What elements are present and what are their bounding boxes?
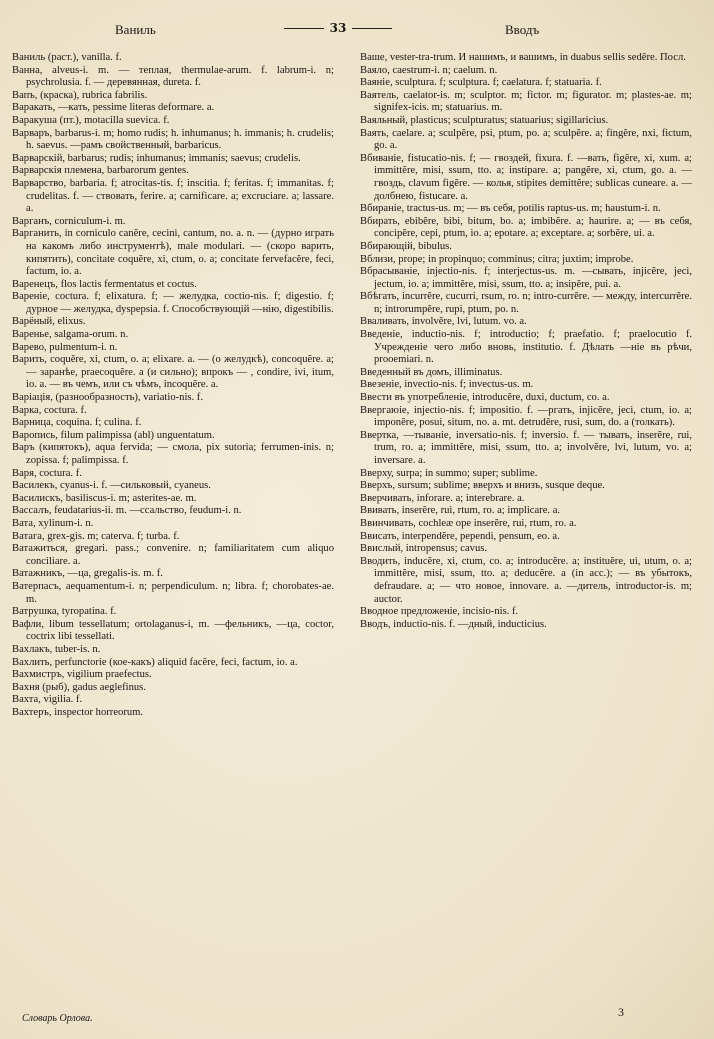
- dictionary-entry: Вахлакъ, tuber-is. n.: [12, 643, 101, 655]
- dictionary-entry: Ввергаюіе, injectio-nis. f; impositio. f. —ргать, injicĕre, jeci, ctum, io. a; imponĕre, posui, situm, no. a. mt. detrudĕre, rusi, sum, do. a (толкать).: [360, 404, 692, 429]
- dictionary-entry: Варварскій, barbarus; rudis; inhumanus; immanis; saevus; crudelis.: [12, 152, 301, 164]
- dictionary-entry: Варево, pulmentum-i. n.: [12, 341, 118, 353]
- dictionary-entry: Вводить, inducĕre, xi, ctum, co. a; introducĕre. a; instituĕre, ui, utum, o. a; immittĕre, misi, ssum, tto. a; deducĕre. a (in acc.); — въ убытокъ, defraudare. a; — что новое, innovare. a. —дитель, introductor-is. m; auctor.: [360, 555, 692, 605]
- right-column: [360, 52, 692, 631]
- dictionary-entry: Ванна, alveus-i. m. — теплая, thermulae-arum. f. labrum-i. n; psychrolusia. f. — деревянная, dureta. f.: [12, 64, 334, 89]
- dictionary-entry: Вапъ, (краска), rubrica fabrilis.: [12, 89, 148, 101]
- dictionary-entry: Введенный въ домъ, illiminatus.: [360, 366, 503, 378]
- dictionary-entry: Ввезеніе, invectio-nis. f; invectus-us. m.: [360, 379, 534, 391]
- dictionary-entry: Вваливать, involvĕre, lvi, lutum. vo. a.: [360, 316, 527, 328]
- dictionary-entry: Вата, xylinum-i. n.: [12, 517, 94, 529]
- signature-number: 3: [618, 1005, 624, 1019]
- dictionary-entry: Ввести въ употребленіе, introducĕre, duxi, ductum, co. a.: [360, 392, 610, 404]
- dictionary-entry: Ваяло, caestrum-i. n; caelum. n.: [360, 64, 498, 76]
- left-guide-word: Ваниль: [115, 22, 156, 37]
- dictionary-entry: Вбиваніе, fistucatio-nis. f; — гвоздей, fixura. f. —вать, figĕre, xi, xum. a; immittĕre, misi, ssum, tto. a; instipare. a; pangĕre, xi, ctum, go. a. — гвоздь, clavum figĕre. — колья, stipites demittĕre; sublicas cuneare. a. — долбнею, fistucare. a.: [360, 152, 692, 202]
- dictionary-entry: Вблизи, prope; in propinquo; comminus; citra; juxtim; improbe.: [360, 253, 634, 265]
- right-guide-word: Вводъ: [505, 22, 540, 37]
- dictionary-entry: Вбирать, ebibĕre, bibi, bitum, bo. a; imbibĕre. a; haurire. a; — въ себя, concipĕre, cepi, ptum, io. a; epotare. a; exceptare. a; sorbĕre, ui. a.: [360, 215, 692, 240]
- dictionary-entry: Варница, coquina. f; culina. f.: [12, 417, 142, 429]
- dictionary-entry: Варить, coquĕre, xi, ctum, o. a; elixare. a. — (о желудкѣ), concoquĕre. a; — заранѣе, praecoquĕre. a (и сильно); впрокъ — , condire, ivi, itum, io. a. — въ чемъ, или съ чѣмъ, incoquĕre. a.: [12, 354, 334, 391]
- dictionary-entry: Ватага, grex-gis. m; caterva. f; turba. f.: [12, 530, 180, 542]
- dictionary-entry: Варганить, in corniculo canĕre, cecini, cantum, no. a. n. — (дурно играть на какомъ либо инструментѣ), male modulari. — (скоро варить, кипятить), concitate coquĕre, xi, ctum, o. a; concitate fervefacĕre, feci, factum, io. a.: [12, 228, 334, 278]
- dictionary-entry: Варя, coctura. f.: [12, 467, 82, 479]
- dictionary-entry: Введеніе, inductio-nis. f; introductio; f; praefatio. f; praelocutio f. Учрежденіе чего либо вновь, institutio. f. Дѣлать —ніе въ рѣчи, prooemiari. n.: [360, 329, 692, 366]
- page-header: [0, 18, 714, 40]
- dictionary-entry: Ватрушка, tyropatina. f.: [12, 606, 117, 618]
- dictionary-entry: Варъ (кипятокъ), aqua fervida; — смола, pix sutoria; ferrumen-inis. n; zopissa. f; palimpissa. f.: [12, 442, 334, 466]
- dictionary-entry: Вбираніе, tractus-us. m; — въ себя, potilis raptus-us. m; haustum-i. n.: [360, 203, 661, 215]
- dictionary-entry: Вафли, libum tessellatum; ortolaganus-i, m. —фельникъ, —ца, coctor, coctrix libi tessellati.: [12, 618, 334, 643]
- dictionary-entry: Вахня (рыб), gadus aeglefinus.: [12, 681, 146, 693]
- dictionary-entry: Варопись, filum palimpissa (abl) unguentatum.: [12, 429, 215, 441]
- dictionary-entry: Варенье, salgama-orum. n.: [12, 329, 129, 341]
- dictionary-entry: Вбрасываніе, injectio-nis. f; interjectus-us. m. —сывать, injicĕre, jeci, jectum, io. a; immittĕre, misi, ssum, tto. a; insipĕre, pui. a.: [360, 266, 692, 290]
- dictionary-entry: Ватерпасъ, aequamentum-i. n; perpendiculum. n; libra. f; chorobates-ae. m.: [12, 580, 334, 605]
- dictionary-entry: Варганъ, corniculum-i. m.: [12, 215, 126, 227]
- left-column: [12, 52, 334, 719]
- dictionary-entry: Варварство, barbaria. f; atrocitas-tis. f; inscitia. f; feritas. f; immanitas. f; crudelitas. f. — ствовать, ferire. a; carnificare. a; excruciare. a; lassare. a.: [12, 177, 334, 215]
- dictionary-entry: Варіація, (разнообразность), variatio-nis. f.: [12, 392, 203, 404]
- dictionary-entry: Ввисать, interpendĕre, pependi, pensum, eo. a.: [360, 530, 560, 542]
- dictionary-entry: Варенецъ, flos lactis fermentatus et coctus.: [12, 278, 197, 290]
- dictionary-entry: Варакуша (пт.), motacilla suevica. f.: [12, 114, 170, 126]
- dictionary-entry: Ввинчивать, cochleæ ope inserĕre, rui, rtum, ro. a.: [360, 517, 577, 529]
- dictionary-entry: Ватажиться, gregari. pass.; convenire. n; familiaritatem cum aliquo conciliare. a.: [12, 543, 334, 567]
- dictionary-entry: Варваръ, barbarus-i. m; homo rudis; h. inhumanus; h. immanis; h. crudelis; h. saevus. —рамъ свойственный, barbaricus.: [12, 127, 334, 152]
- signature-mark: Словарь Орлова.: [22, 1013, 93, 1024]
- header-rule-left: [284, 28, 324, 29]
- dictionary-entry: Вверчивать, inforare. a; interebrare. a.: [360, 492, 525, 504]
- dictionary-entry: Вассалъ, feudatarius-ii. m. —ссальство, feudum-i. n.: [12, 505, 242, 517]
- dictionary-entry: Василекъ, cyanus-i. f. —сильковый, cyaneus.: [12, 480, 211, 492]
- dictionary-entry: Вбѣгать, incurrĕre, cucurri, rsum, ro. n; intro-currĕre. — между, intercurrĕre. n; introrumpĕre, rupi, ptum, po. n.: [360, 291, 692, 315]
- dictionary-entry: Вахтеръ, inspector horreorum.: [12, 706, 144, 718]
- dictionary-entry: Василискъ, basiliscus-i. m; asterites-ae. m.: [12, 492, 197, 504]
- page-number: 33: [329, 21, 347, 35]
- dictionary-entry: Вводное предложеніе, incisio-nis. f.: [360, 606, 519, 618]
- dictionary-entry: Ваше, vester-tra-trum. И нашимъ, и вашимъ, in duabus sellis sedĕre. Посл.: [360, 52, 686, 63]
- dictionary-entry: Вахлить, perfunctorie (кое-какъ) aliquid facĕre, feci, factum, io. a.: [12, 656, 298, 668]
- dictionary-entry: Ватажникъ, —ца, gregalis-is. m. f.: [12, 568, 163, 580]
- dictionary-entry: Вбирающій, bibulus.: [360, 240, 452, 252]
- header-rule-right: [352, 28, 392, 29]
- dictionary-entry: Вводъ, inductio-nis. f. —дный, inducticius.: [360, 618, 547, 630]
- dictionary-entry: Варакать, —кать, pessime literas deformare. a.: [12, 102, 215, 114]
- dictionary-entry: Вахмистръ, vigilium praefectus.: [12, 669, 152, 681]
- dictionary-entry: Ваниль (раст.), vanilla. f.: [12, 52, 122, 63]
- dictionary-entry: Вверху, surpa; in summo; super; sublime.: [360, 467, 538, 479]
- dictionary-entry: Варка, coctura. f.: [12, 404, 87, 416]
- dictionary-entry: Ваятель, caelator-is. m; sculptor. m; fictor. m; figurator. m; plastes-ae. m; signifex-icis. m; statuarius. m.: [360, 89, 692, 114]
- dictionary-entry: Варварскія племена, barbarorum gentes.: [12, 165, 189, 177]
- dictionary-entry: Вахта, vigilia. f.: [12, 694, 83, 706]
- dictionary-entry: Ввертка, —тываніе, inversatio-nis. f; inversio. f. — тывать, inserĕre, rui, trum, ro. a; immittĕre, misi, ssum, tto. a; involvĕre, lvi, lutum, vo. a; inversare. a.: [360, 429, 692, 466]
- dictionary-entry: Вверхъ, sursum; sublime; вверхъ и внизъ, susque deque.: [360, 480, 605, 492]
- dictionary-entry: Ваять, caelare. a; sculpĕre, psi, ptum, po. a; sculpĕre. a; fingĕre, nxi, fictum, go. a.: [360, 127, 692, 152]
- dictionary-entry: Ваяльный, plasticus; sculpturatus; statuarius; sigillaricius.: [360, 114, 609, 126]
- dictionary-entry: Ваяніе, sculptura. f; sculptura. f; caelatura. f; statuaria. f.: [360, 77, 602, 89]
- page-number-block: [268, 21, 408, 35]
- dictionary-entry: Вареніе, coctura. f; elixatura. f; — желудка, coctio-nis. f; digestio. f; дурное — желудка, dyspepsia. f. Способствующій —нію, digestibilis.: [12, 291, 334, 315]
- dictionary-entry: Ввислый, intropensus; cavus.: [360, 543, 488, 555]
- dictionary-entry: Варёный, elixus.: [12, 316, 86, 328]
- dictionary-entry: Ввивать, inserĕre, rui, rtum, ro. a; implicare. a.: [360, 505, 561, 517]
